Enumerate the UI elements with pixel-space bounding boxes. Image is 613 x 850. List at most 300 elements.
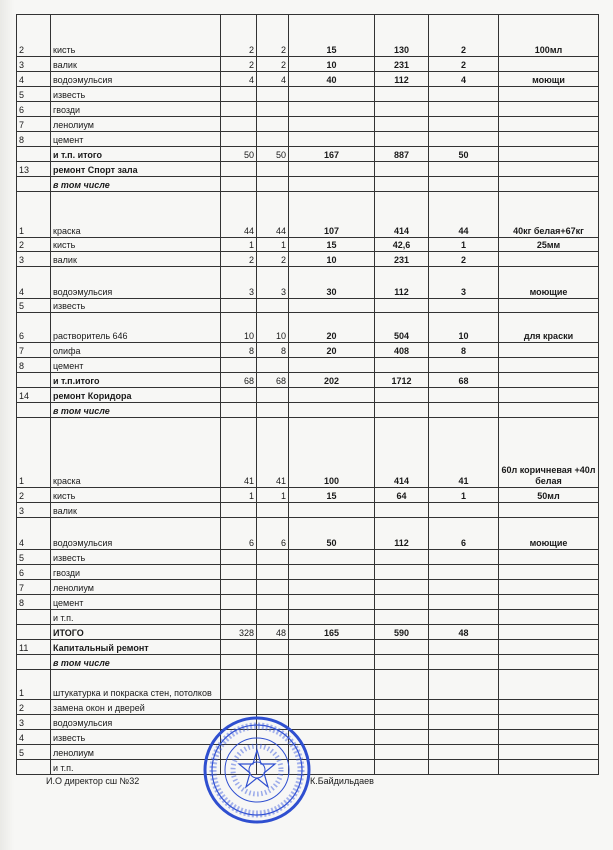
cell-item-name: и т.п. <box>51 610 221 625</box>
cell-item-name: в том числе <box>51 655 221 670</box>
cell-qty-b: 50 <box>257 147 289 162</box>
cell-amount-b: 2 <box>429 57 499 72</box>
cell-note: для краски <box>499 313 599 343</box>
cell-amount-a <box>289 565 375 580</box>
cell-item-name: водоэмульсия <box>51 518 221 550</box>
cell-item-name: известь <box>51 730 221 745</box>
cell-item-name: замена окон и дверей <box>51 700 221 715</box>
cell-qty-a: 41 <box>221 418 257 488</box>
cell-amount-b <box>429 730 499 745</box>
cell-amount-a <box>289 117 375 132</box>
cell-amount-b: 3 <box>429 267 499 299</box>
cell-amount-a: 15 <box>289 15 375 57</box>
cell-amount-a <box>289 299 375 313</box>
cell-item-name: известь <box>51 87 221 102</box>
cell-row-number: 14 <box>17 388 51 403</box>
table-row <box>17 72 599 87</box>
cell-unit-price <box>375 358 429 373</box>
cell-unit-price <box>375 132 429 147</box>
cell-qty-a <box>221 358 257 373</box>
cell-qty-b <box>257 670 289 700</box>
cell-item-name: кисть <box>51 15 221 57</box>
cell-qty-b: 68 <box>257 373 289 388</box>
table-row <box>17 252 599 267</box>
table-row <box>17 15 599 57</box>
cell-note <box>499 177 599 192</box>
cell-qty-a <box>221 670 257 700</box>
cell-qty-b <box>257 700 289 715</box>
cell-amount-b: 41 <box>429 418 499 488</box>
cell-amount-b <box>429 610 499 625</box>
cell-amount-b: 1 <box>429 488 499 503</box>
table-row <box>17 518 599 550</box>
cell-row-number <box>17 625 51 640</box>
cell-item-name: цемент <box>51 358 221 373</box>
cell-note <box>499 670 599 700</box>
cell-amount-b: 44 <box>429 192 499 238</box>
cell-qty-a: 8 <box>221 343 257 358</box>
cell-qty-a: 1 <box>221 238 257 252</box>
cell-item-name: водоэмульсия <box>51 715 221 730</box>
cell-unit-price <box>375 503 429 518</box>
cell-amount-a: 50 <box>289 518 375 550</box>
cell-amount-a <box>289 640 375 655</box>
cell-row-number: 5 <box>17 550 51 565</box>
cell-qty-b: 1 <box>257 238 289 252</box>
cell-amount-a: 165 <box>289 625 375 640</box>
cell-note <box>499 565 599 580</box>
cell-qty-b: 4 <box>257 72 289 87</box>
table-row <box>17 595 599 610</box>
cell-item-name: ремонт Спорт зала <box>51 162 221 177</box>
cell-unit-price <box>375 760 429 775</box>
cell-amount-a: 15 <box>289 488 375 503</box>
cell-row-number: 3 <box>17 503 51 518</box>
cell-amount-b <box>429 102 499 117</box>
cell-amount-b <box>429 358 499 373</box>
cell-amount-a <box>289 610 375 625</box>
cell-unit-price <box>375 715 429 730</box>
cell-qty-a: 10 <box>221 313 257 343</box>
cell-amount-b <box>429 655 499 670</box>
cell-amount-b <box>429 117 499 132</box>
cell-qty-a <box>221 503 257 518</box>
cell-unit-price <box>375 670 429 700</box>
cell-item-name: ленолиум <box>51 117 221 132</box>
cell-qty-a <box>221 177 257 192</box>
cell-amount-b <box>429 87 499 102</box>
cell-row-number: 4 <box>17 267 51 299</box>
cell-amount-a <box>289 403 375 418</box>
table-body <box>17 15 599 775</box>
cell-item-name: ИТОГО <box>51 625 221 640</box>
cell-amount-b: 2 <box>429 252 499 267</box>
cell-note <box>499 162 599 177</box>
cell-amount-b <box>429 132 499 147</box>
cell-item-name: олифа <box>51 343 221 358</box>
cell-amount-b <box>429 595 499 610</box>
cell-amount-b: 48 <box>429 625 499 640</box>
cell-row-number: 7 <box>17 117 51 132</box>
cell-note: 25мм <box>499 238 599 252</box>
cell-qty-a: 328 <box>221 625 257 640</box>
cell-unit-price <box>375 595 429 610</box>
cell-qty-b <box>257 640 289 655</box>
cell-item-name: и т.п.итого <box>51 373 221 388</box>
cell-qty-b: 1 <box>257 488 289 503</box>
table-row <box>17 87 599 102</box>
cell-unit-price: 42,6 <box>375 238 429 252</box>
cell-note <box>499 745 599 760</box>
cell-qty-a: 6 <box>221 518 257 550</box>
cell-qty-b: 41 <box>257 418 289 488</box>
table-row <box>17 147 599 162</box>
cell-amount-a: 15 <box>289 238 375 252</box>
cell-amount-b: 8 <box>429 343 499 358</box>
cell-amount-b <box>429 760 499 775</box>
cell-note <box>499 147 599 162</box>
cell-unit-price: 1712 <box>375 373 429 388</box>
cell-row-number <box>17 403 51 418</box>
table-row <box>17 313 599 343</box>
cell-item-name: валик <box>51 252 221 267</box>
cell-row-number: 8 <box>17 132 51 147</box>
cell-row-number <box>17 373 51 388</box>
cell-qty-b: 6 <box>257 518 289 550</box>
cell-qty-a <box>221 87 257 102</box>
cell-item-name: водоэмульсия <box>51 72 221 87</box>
cell-amount-a: 20 <box>289 343 375 358</box>
cell-row-number: 1 <box>17 418 51 488</box>
cell-qty-a <box>221 403 257 418</box>
cell-qty-b <box>257 132 289 147</box>
footer-signature-name: К.Байдильдаев <box>310 776 374 786</box>
table-row <box>17 488 599 503</box>
cell-row-number: 3 <box>17 252 51 267</box>
cell-amount-a <box>289 655 375 670</box>
cell-note <box>499 57 599 72</box>
cell-note <box>499 625 599 640</box>
cell-unit-price <box>375 700 429 715</box>
table-row <box>17 403 599 418</box>
cell-qty-a: 50 <box>221 147 257 162</box>
cell-qty-a: 44 <box>221 192 257 238</box>
cell-qty-b <box>257 87 289 102</box>
cell-qty-b <box>257 388 289 403</box>
cell-amount-b <box>429 299 499 313</box>
cell-row-number: 13 <box>17 162 51 177</box>
table-row <box>17 640 599 655</box>
table-row <box>17 177 599 192</box>
cell-note <box>499 715 599 730</box>
cell-amount-b <box>429 640 499 655</box>
cell-amount-b <box>429 715 499 730</box>
cell-note <box>499 503 599 518</box>
cell-unit-price <box>375 388 429 403</box>
cell-note: 60л коричневая +40л белая <box>499 418 599 488</box>
cell-note <box>499 299 599 313</box>
cell-amount-b <box>429 745 499 760</box>
cell-qty-a: 68 <box>221 373 257 388</box>
cell-qty-b <box>257 177 289 192</box>
cell-unit-price <box>375 730 429 745</box>
cell-amount-a: 30 <box>289 267 375 299</box>
table-row <box>17 162 599 177</box>
cell-amount-b <box>429 388 499 403</box>
cell-qty-b: 3 <box>257 267 289 299</box>
cell-row-number: 5 <box>17 745 51 760</box>
cell-amount-a <box>289 670 375 700</box>
cell-unit-price: 504 <box>375 313 429 343</box>
table-row <box>17 655 599 670</box>
cell-qty-a <box>221 700 257 715</box>
cell-qty-b <box>257 102 289 117</box>
cell-item-name: кисть <box>51 238 221 252</box>
cell-item-name: гвозди <box>51 102 221 117</box>
cell-item-name: известь <box>51 550 221 565</box>
cell-amount-b <box>429 565 499 580</box>
cell-qty-a <box>221 162 257 177</box>
cell-row-number: 2 <box>17 700 51 715</box>
cell-qty-a: 3 <box>221 267 257 299</box>
cell-row-number: 1 <box>17 192 51 238</box>
cell-amount-b: 1 <box>429 238 499 252</box>
cell-unit-price <box>375 565 429 580</box>
scan-page-edge <box>0 0 14 850</box>
table-row <box>17 299 599 313</box>
cell-amount-a <box>289 503 375 518</box>
cell-item-name: известь <box>51 299 221 313</box>
cell-qty-b: 2 <box>257 57 289 72</box>
cell-qty-a <box>221 550 257 565</box>
cell-qty-b: 2 <box>257 15 289 57</box>
cell-note <box>499 580 599 595</box>
cell-qty-a: 2 <box>221 15 257 57</box>
cell-unit-price <box>375 550 429 565</box>
table-row <box>17 373 599 388</box>
cell-note <box>499 87 599 102</box>
cell-qty-a <box>221 102 257 117</box>
footer-position-label: И.О директор сш №32 <box>46 776 140 786</box>
cell-unit-price: 590 <box>375 625 429 640</box>
cell-note: 100мл <box>499 15 599 57</box>
cell-unit-price <box>375 403 429 418</box>
cell-amount-a <box>289 87 375 102</box>
table-row <box>17 625 599 640</box>
cell-qty-b: 48 <box>257 625 289 640</box>
table-row <box>17 503 599 518</box>
table-row <box>17 343 599 358</box>
cell-qty-a <box>221 580 257 595</box>
table-row <box>17 117 599 132</box>
cell-note <box>499 252 599 267</box>
cell-row-number <box>17 655 51 670</box>
cell-row-number: 8 <box>17 358 51 373</box>
cell-amount-b <box>429 700 499 715</box>
cell-amount-a <box>289 550 375 565</box>
cell-row-number: 2 <box>17 238 51 252</box>
cell-unit-price <box>375 117 429 132</box>
cell-amount-a <box>289 700 375 715</box>
cell-unit-price: 112 <box>375 518 429 550</box>
cell-item-name: Капитальный ремонт <box>51 640 221 655</box>
cell-item-name: валик <box>51 57 221 72</box>
table-row <box>17 550 599 565</box>
cell-amount-a <box>289 580 375 595</box>
cell-qty-b <box>257 117 289 132</box>
cell-item-name: в том числе <box>51 403 221 418</box>
cell-row-number: 4 <box>17 730 51 745</box>
cell-item-name: ленолиум <box>51 745 221 760</box>
cell-qty-b <box>257 503 289 518</box>
cell-row-number <box>17 760 51 775</box>
official-seal-stamp <box>203 716 311 824</box>
cell-amount-b: 6 <box>429 518 499 550</box>
cell-amount-b <box>429 670 499 700</box>
cell-qty-a: 2 <box>221 252 257 267</box>
cell-amount-a: 10 <box>289 57 375 72</box>
cell-item-name: и т.п. итого <box>51 147 221 162</box>
cell-item-name: краска <box>51 192 221 238</box>
cell-note: моющие <box>499 267 599 299</box>
cell-qty-b <box>257 162 289 177</box>
cell-qty-b <box>257 565 289 580</box>
cell-unit-price <box>375 177 429 192</box>
cell-item-name: цемент <box>51 595 221 610</box>
cell-qty-b <box>257 655 289 670</box>
cell-qty-b <box>257 610 289 625</box>
cell-amount-a: 100 <box>289 418 375 488</box>
cell-amount-b: 68 <box>429 373 499 388</box>
cell-qty-a <box>221 640 257 655</box>
cell-item-name: кисть <box>51 488 221 503</box>
cell-row-number: 4 <box>17 518 51 550</box>
cell-amount-a: 107 <box>289 192 375 238</box>
cell-qty-a <box>221 595 257 610</box>
cell-amount-b <box>429 177 499 192</box>
cell-qty-a <box>221 117 257 132</box>
cell-qty-a <box>221 610 257 625</box>
cell-row-number: 8 <box>17 595 51 610</box>
cell-row-number: 5 <box>17 299 51 313</box>
table-row <box>17 132 599 147</box>
cell-amount-b: 50 <box>429 147 499 162</box>
cell-qty-a <box>221 655 257 670</box>
cell-qty-a <box>221 388 257 403</box>
repair-materials-table <box>16 14 599 775</box>
cell-note <box>499 132 599 147</box>
cell-qty-a <box>221 565 257 580</box>
table-row <box>17 358 599 373</box>
table-row <box>17 700 599 715</box>
cell-unit-price: 231 <box>375 252 429 267</box>
cell-note <box>499 358 599 373</box>
table-row <box>17 238 599 252</box>
table-row <box>17 192 599 238</box>
cell-row-number <box>17 177 51 192</box>
cell-note <box>499 373 599 388</box>
cell-unit-price <box>375 655 429 670</box>
cell-qty-b <box>257 403 289 418</box>
cell-amount-b <box>429 550 499 565</box>
cell-unit-price <box>375 745 429 760</box>
cell-row-number <box>17 610 51 625</box>
table-row <box>17 388 599 403</box>
cell-row-number: 6 <box>17 313 51 343</box>
cell-unit-price: 414 <box>375 192 429 238</box>
cell-row-number: 7 <box>17 343 51 358</box>
cell-amount-b: 4 <box>429 72 499 87</box>
cell-item-name: растворитель 646 <box>51 313 221 343</box>
cell-amount-a <box>289 132 375 147</box>
cell-note <box>499 117 599 132</box>
cell-qty-a <box>221 299 257 313</box>
cell-item-name: в том числе <box>51 177 221 192</box>
cell-row-number: 2 <box>17 488 51 503</box>
cell-amount-b <box>429 580 499 595</box>
cell-qty-b <box>257 595 289 610</box>
cell-item-name: гвозди <box>51 565 221 580</box>
cell-note <box>499 730 599 745</box>
cell-unit-price: 112 <box>375 267 429 299</box>
cell-row-number: 3 <box>17 715 51 730</box>
cell-qty-a <box>221 132 257 147</box>
cell-amount-a <box>289 358 375 373</box>
table-row <box>17 57 599 72</box>
cell-qty-b <box>257 580 289 595</box>
cell-unit-price: 887 <box>375 147 429 162</box>
cell-note <box>499 388 599 403</box>
cell-item-name: валик <box>51 503 221 518</box>
cell-note: моющие <box>499 518 599 550</box>
cell-amount-a: 167 <box>289 147 375 162</box>
cell-amount-a <box>289 595 375 610</box>
table-row <box>17 102 599 117</box>
cell-note <box>499 760 599 775</box>
table-row <box>17 418 599 488</box>
cell-item-name: краска <box>51 418 221 488</box>
cell-amount-b: 2 <box>429 15 499 57</box>
cell-unit-price: 112 <box>375 72 429 87</box>
cell-amount-a <box>289 102 375 117</box>
cell-qty-b: 2 <box>257 252 289 267</box>
cell-row-number: 4 <box>17 72 51 87</box>
cell-unit-price: 414 <box>375 418 429 488</box>
cell-row-number: 11 <box>17 640 51 655</box>
table-row <box>17 565 599 580</box>
cell-row-number: 7 <box>17 580 51 595</box>
cell-note <box>499 595 599 610</box>
table-row <box>17 267 599 299</box>
cell-note: 40кг белая+67кг <box>499 192 599 238</box>
cell-unit-price <box>375 162 429 177</box>
cell-unit-price <box>375 102 429 117</box>
cell-unit-price: 408 <box>375 343 429 358</box>
cell-amount-b <box>429 503 499 518</box>
cell-item-name: и т.п. <box>51 760 221 775</box>
cell-unit-price <box>375 640 429 655</box>
cell-note <box>499 102 599 117</box>
cell-note: 50мл <box>499 488 599 503</box>
cell-item-name: штукатурка и покраска стен, потолков <box>51 670 221 700</box>
cell-note <box>499 550 599 565</box>
cell-row-number: 6 <box>17 565 51 580</box>
cell-amount-a: 20 <box>289 313 375 343</box>
cell-row-number <box>17 147 51 162</box>
cell-row-number: 3 <box>17 57 51 72</box>
cell-note: моющи <box>499 72 599 87</box>
table-row <box>17 610 599 625</box>
